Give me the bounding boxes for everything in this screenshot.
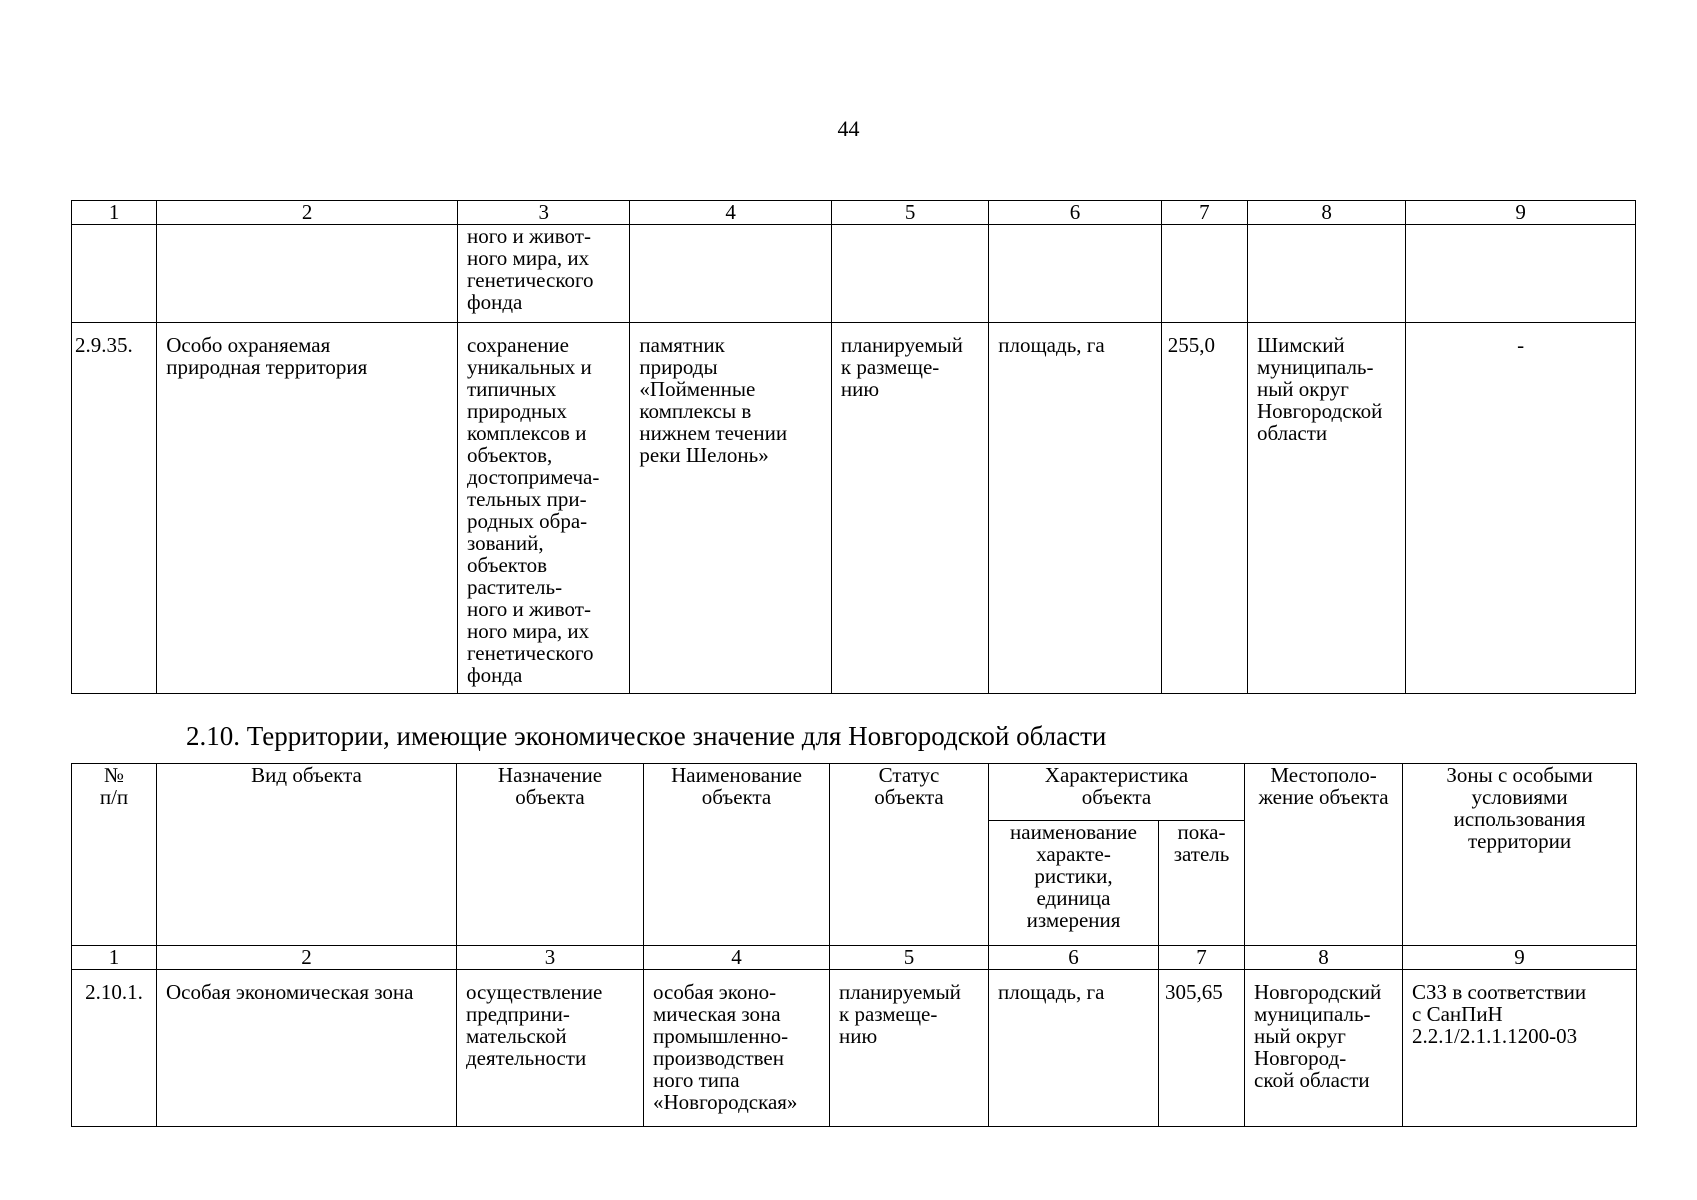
column-number: 7 <box>1159 946 1245 970</box>
object-type: Особая экономическая зона <box>166 980 414 1004</box>
object-name: особая эконо- мическая зона промышленно- производствен ного типа «Новгородская» <box>653 980 798 1114</box>
purpose-continuation: ного и живот- ного мира, их генетического фонда <box>466 224 594 314</box>
row-number: 2.10.1. <box>85 980 143 1004</box>
header-cell <box>1159 821 1245 946</box>
table-cell <box>1161 225 1247 323</box>
row-number: 2.9.35. <box>75 333 133 357</box>
column-number: 8 <box>1245 946 1403 970</box>
header-row <box>72 764 1637 821</box>
header-purpose: Назначение объекта <box>497 763 603 809</box>
table-cell <box>1406 225 1636 323</box>
header-cell <box>644 764 830 946</box>
column-number: 9 <box>1403 946 1637 970</box>
column-number: 8 <box>1247 201 1405 225</box>
table-row <box>72 323 1636 694</box>
column-number: 7 <box>1161 201 1247 225</box>
table-cell <box>457 970 644 1127</box>
header-cell <box>72 764 157 946</box>
column-number: 5 <box>831 201 988 225</box>
object-location: Шимский муниципаль- ный округ Новгородской области <box>1256 333 1383 445</box>
header-location: Местополо- жение объекта <box>1258 763 1389 809</box>
object-status: планируемый к размеще- нию <box>840 333 963 401</box>
header-cell <box>1245 764 1403 946</box>
section-title: 2.10. Территории, имеющие экономическое значение для Новгородской области <box>186 721 1107 751</box>
table-cell <box>1403 970 1637 1127</box>
table-cell <box>1247 323 1405 694</box>
column-number: 4 <box>644 946 830 970</box>
header-status: Статус объекта <box>874 763 944 809</box>
header-characteristic-name: наименование характе- ристики, единица измерения <box>1010 820 1137 932</box>
header-type: Вид объекта <box>251 763 362 787</box>
column-number: 5 <box>830 946 989 970</box>
table-cell <box>630 323 832 694</box>
table-cell <box>1245 970 1403 1127</box>
table-cell <box>157 323 458 694</box>
special-zones: СЗЗ в соответствии с СанПиН 2.2.1/2.1.1.1200-03 <box>1412 980 1587 1048</box>
characteristic-name: площадь, га <box>998 333 1105 357</box>
header-name: Наименование объекта <box>671 763 802 809</box>
characteristic-value: 255,0 <box>1167 333 1215 357</box>
object-purpose: сохранение уникальных и типичных природных комплексов и объектов, достопримеча- тельных при- родных обра- зований, объектов раститель- ного и живот- ного мира, их генетического фонда <box>466 333 600 687</box>
table-cell <box>157 225 458 323</box>
header-cell <box>1403 764 1637 946</box>
object-location: Новгородский муниципаль- ный округ Новгород- ской области <box>1254 980 1382 1092</box>
table-cell <box>831 225 988 323</box>
object-purpose: осуществление предприни- мательской деятельности <box>466 980 603 1070</box>
table-cell <box>1159 970 1245 1127</box>
column-number: 1 <box>72 946 157 970</box>
column-number: 1 <box>72 201 157 225</box>
table-cell <box>157 970 457 1127</box>
table-cell <box>830 970 989 1127</box>
object-name: памятник природы «Пойменные комплексы в нижнем течении реки Шелонь» <box>639 333 788 467</box>
column-number-row <box>72 201 1636 225</box>
column-number: 6 <box>989 201 1161 225</box>
header-characteristic-value: пока- затель <box>1173 820 1230 866</box>
table-row <box>72 970 1637 1127</box>
table-cell <box>989 323 1161 694</box>
header-cell <box>989 821 1159 946</box>
table-top <box>71 200 1636 694</box>
special-zones: - <box>1517 333 1525 357</box>
column-number-row <box>72 946 1637 970</box>
header-cell <box>457 764 644 946</box>
table-cell <box>831 323 988 694</box>
column-number: 2 <box>157 201 458 225</box>
object-type: Особо охраняемая природная территория <box>166 333 368 379</box>
header-number: № п/п <box>99 763 129 809</box>
table-cell <box>72 225 157 323</box>
header-cell <box>830 764 989 946</box>
column-number: 2 <box>157 946 457 970</box>
table-cell <box>1161 323 1247 694</box>
table-cell <box>630 225 832 323</box>
header-zones: Зоны с особыми условиями использования территории <box>1446 763 1593 853</box>
table-cell <box>457 225 629 323</box>
page-number: 44 <box>837 116 860 141</box>
column-number: 4 <box>630 201 832 225</box>
characteristic-name: площадь, га <box>998 980 1105 1004</box>
column-number: 9 <box>1406 201 1636 225</box>
characteristic-value: 305,65 <box>1165 980 1223 1004</box>
continuation-row <box>72 225 1636 323</box>
object-status: планируемый к размеще- нию <box>839 980 961 1048</box>
column-number: 6 <box>989 946 1159 970</box>
table-cell <box>72 970 157 1127</box>
table-cell <box>989 225 1161 323</box>
table-bottom <box>71 763 1637 1127</box>
table-cell <box>457 323 629 694</box>
table-cell <box>1406 323 1636 694</box>
table-cell <box>72 323 157 694</box>
column-number: 3 <box>457 946 644 970</box>
header-cell <box>989 764 1245 821</box>
table-cell <box>644 970 830 1127</box>
header-cell <box>157 764 457 946</box>
column-number: 3 <box>457 201 629 225</box>
table-cell <box>989 970 1159 1127</box>
table-cell <box>1247 225 1405 323</box>
header-characteristic: Характеристика объекта <box>1044 763 1189 809</box>
